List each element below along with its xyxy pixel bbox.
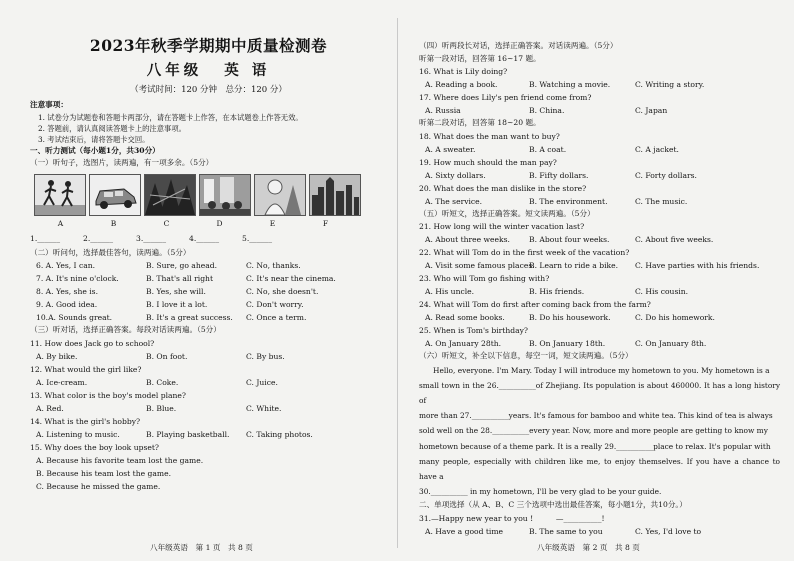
answer-blank: 5.______ [242,233,273,243]
option: B. The same to you [529,526,603,536]
note-2: 2. 答题前，请认真阅读答题卡上的注意事项。 [38,123,186,133]
option-row [419,259,780,272]
option: 7. A. It's nine o'clock. [36,274,119,283]
option: 10.A. Sounds great. [36,313,113,322]
option-row [419,195,780,208]
option: A. About three weeks. [425,235,510,244]
option: A. A sweater. [425,144,476,154]
option-row [30,350,387,363]
option: B. That's all right [146,274,214,283]
option-row [30,311,387,324]
note-3: 3. 考试结束后，请将答题卡交回。 [38,134,150,144]
option: C. Once a term. [246,313,307,322]
question-21: 21. How long will the winter vacation last? [419,222,585,231]
section-1-heading: 一、听力测试（每小题1分，共30分） [30,145,160,155]
part-4-instruction: （四）听两段长对话，选择正确答案。对话读两遍。（5分） [419,41,618,50]
option: B. I love it a lot. [146,300,208,309]
answer-blank: 1.______ [30,233,61,243]
option: B. It's a great success. [146,313,233,322]
option: C. His cousin. [635,287,689,296]
part-5-instruction: （五）听短文，选择正确答案。短文读两遍。（5分） [419,208,595,218]
listening-passage [419,363,780,500]
option: C. It's near the cinema. [246,274,336,283]
option: C. The music. [635,196,688,206]
option: C. By bus. [246,351,285,361]
option: A. Russia [425,106,461,115]
option: B. Blue. [146,403,177,413]
dialogue-2-note: 听第二段对话，回答第 18~20 题。 [419,118,541,127]
picture-f-city [309,174,361,216]
option: 9. A. Good idea. [36,300,98,309]
passage-line: sold well on the 28.__________every year. Now, more and more people are getting to know my [419,426,768,436]
option: A. Sixty dollars. [425,170,486,180]
option-row [419,169,780,182]
question-13: 13. What color is the boy's model plane? [30,390,187,400]
option: C. Yes, I'd love to [635,526,702,536]
option: B. Yes, she will. [146,287,206,296]
answer-blank: 2.______ [83,233,114,243]
question-16: 16. What is Lily doing? [419,67,508,76]
option: C. On January 8th. [635,339,707,348]
question-15: 15. Why does the boy look upset? [30,442,159,452]
option: A. The service. [425,196,483,206]
option-row [30,259,387,272]
exam-meta: （考试时间：120 分钟 总分：120 分） [130,85,287,95]
passage-line: Hello, everyone. I'm Mary. Today I will introduce my hometown to you. My hometown is a [433,365,770,375]
option: C. Japan [635,106,668,115]
passage-line: 30.__________ in my hometown, I'll be very glad to be your guide. [419,487,662,497]
passage-line: more than 27.__________years. It's famous for bamboo and white tea. This kind of tea is always [419,411,773,421]
picture-e-people [254,174,306,216]
option-row [419,337,780,350]
section-2-heading: 二、单项选择（从 A、B、C 三个选项中选出最佳答案，每小题1分，共10分。） [419,500,687,510]
part-3-instruction: （三）听对话，选择正确答案。每段对话读两遍。（5分） [30,325,221,334]
option: C. Forty dollars. [635,170,697,180]
option: A. Because his favorite team lost the game. [36,455,204,465]
option: B. On foot. [146,351,188,361]
passage-line: hometown because of a theme park. It is a really 29.__________place to relax. It's popular with [419,441,771,451]
picture-label: A [57,218,64,228]
option: B. Do his housework. [529,313,611,322]
option-row [30,298,387,311]
option: C. Have parties with his friends. [635,261,760,270]
option: C. Don't worry. [246,300,304,309]
option: B. Coke. [146,377,179,387]
question-19: 19. How much should the man pay? [419,157,557,167]
question-18: 18. What does the man want to buy? [419,131,560,141]
option-row [419,285,780,298]
notes-header: 注意事项： [30,100,68,109]
option: C. About five weeks. [635,235,714,244]
option-row [30,376,387,389]
option: A. Read some books. [425,313,505,322]
question-31: 31.—Happy new year to you ! —__________! [419,513,605,523]
option-row [419,311,780,324]
note-1: 1. 试卷分为试题卷和答题卡两部分，请在答题卡上作答，在本试题卷上作答无效。 [38,112,303,122]
exam-title: 2023年秋季学期期中质量检测卷 [89,36,328,55]
option: B. Fifty dollars. [529,170,589,180]
option: A. Listening to music. [36,429,120,439]
dialogue-1-note: 听第一段对话，回答第 16~17 题。 [419,53,541,63]
option: A. Ice-cream. [36,377,88,387]
grade-label: 八年级 [146,62,203,79]
option: A. Have a good time [425,526,504,536]
passage-line: small town in the 26.__________of Zhejiang. Its population is about 460000. It has a long history of [419,380,780,405]
option: B. On January 18th. [529,339,606,348]
question-14: 14. What is the girl's hobby? [30,416,141,426]
option: A. Red. [36,403,64,413]
option: B. Learn to ride a bike. [529,261,619,270]
page-2 [397,0,794,561]
passage-line: many people, especially with children like me, to enjoy themselves. If you have a chance to have a [419,456,780,481]
option: 6. A. Yes, I can. [36,261,96,270]
option-row [419,525,780,538]
picture-label: F [322,218,329,228]
option: C. No, thanks. [246,261,301,270]
answer-blanks-1-5 [30,232,387,246]
option-row [30,428,387,441]
question-20: 20. What does the man dislike in the store? [419,183,587,193]
option: C. Do his homework. [635,313,715,322]
exam-subtitle [30,59,387,80]
option: B. A coat. [529,144,567,154]
picture-label: B [110,218,117,228]
option: C. Writing a story. [635,80,705,89]
page-footer: 八年级英语 第 1 页 共 8 页 [150,543,253,552]
option: C. White. [246,403,282,413]
option: B. China. [529,106,565,115]
option: B. His friends. [529,287,585,296]
subject-label: 英 语 [224,62,271,79]
option: C. Because he missed the game. [36,481,161,491]
option: B. Because his team lost the game. [36,468,171,478]
picture-b-car [89,174,141,216]
picture-row [34,174,387,216]
option-row [30,272,387,285]
option-row [30,285,387,298]
option: B. Sure, go ahead. [146,261,218,270]
picture-c-forest [144,174,196,216]
option: B. The environment. [529,196,608,206]
option: C. Juice. [246,377,278,387]
answer-blank: 4.______ [189,233,220,243]
picture-label: D [216,218,223,228]
option: 8. A. Yes, she is. [36,287,98,296]
option: A. On January 28th. [425,339,502,348]
option: A. His uncle. [425,287,475,296]
part-2-instruction: （二）听问句，选择最佳答句，读两遍。（5分） [30,247,191,257]
option: B. Playing basketball. [146,429,230,439]
option: A. By bike. [36,351,78,361]
question-17: 17. Where does Lily's pen friend come from? [419,93,592,102]
picture-d-crowd [199,174,251,216]
option-row [419,104,780,117]
option: C. No, she doesn't. [246,287,319,296]
option-row [419,233,780,246]
option: B. About four weeks. [529,235,610,244]
option-row [30,402,387,415]
question-11: 11. How does Jack go to school? [30,338,155,348]
option: A. Reading a book. [425,80,498,89]
picture-labels [34,218,387,229]
answer-blank: 3.______ [136,233,167,243]
picture-label: E [269,218,276,228]
part-1-instruction: （一）听句子，选图片，读两遍，有一项多余。（5分） [30,158,214,167]
question-22: 22. What will Tom do in the first week of the vacation? [419,248,630,257]
option-row [419,143,780,156]
question-24: 24. What will Tom do first after coming back from the farm? [419,300,651,309]
page-footer: 八年级英语 第 2 页 共 8 页 [537,543,640,552]
option: B. Watching a movie. [529,80,611,89]
question-25: 25. When is Tom's birthday? [419,326,528,335]
picture-a-runners [34,174,86,216]
part-6-instruction: （六）听短文，补全以下信息，每空一词，短文读两遍。（5分） [419,351,633,360]
option-row [419,78,780,91]
picture-label: C [163,218,170,228]
option: C. Taking photos. [246,429,313,439]
option: A. Visit some famous places. [425,261,535,270]
question-12: 12. What would the girl like? [30,364,142,374]
question-23: 23. Who will Tom go fishing with? [419,274,550,283]
option: C. A jacket. [635,144,679,154]
